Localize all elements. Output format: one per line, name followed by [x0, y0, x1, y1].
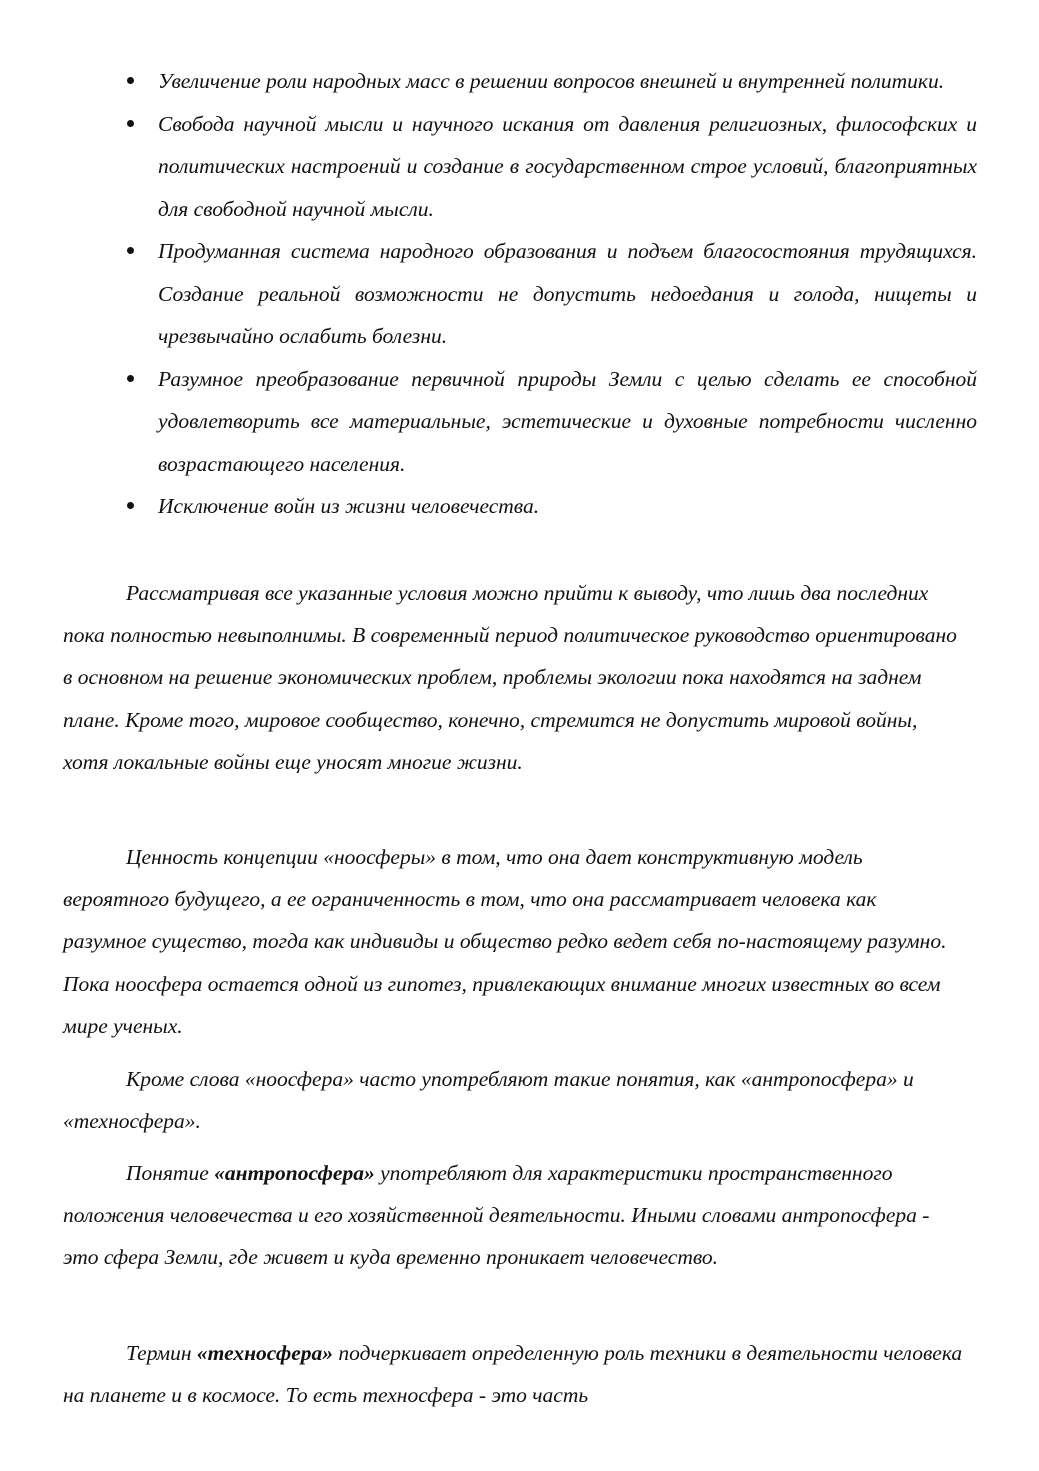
list-item [125, 485, 977, 528]
bullet-icon [127, 502, 134, 509]
paragraph-anthroposphere [63, 1152, 963, 1279]
conditions-list [125, 60, 977, 528]
list-item-text: Увеличение роли народных масс в решении вопросов внешней и внутренней политики. [158, 69, 945, 93]
paragraph-text: Понятие [126, 1161, 215, 1185]
paragraph-text: Термин [126, 1341, 197, 1365]
paragraph-conclusion: Рассматривая все указанные условия можно прийти к выводу, что лишь два последних пока полностью невыполнимы. В современный период политическое руководство ориентировано в основном на решение экономических проблем, проблемы экологии пока находятся на заднем плане. Кроме того, мировое сообщество, конечно, стремится не допустить мировой войны, хотя локальные войны еще уносят многие жизни. [63, 581, 957, 774]
list-item-text: Продуманная система народного образования и подъем благосостояния трудящихся. Создание реальной возможности не допустить недоедания и голода, нищеты и чрезвычайно ослабить болезни. [158, 239, 977, 348]
list-item-text: Разумное преобразование первичной природы Земли с целью сделать ее способной удовлетворить все материальные, эстетические и духовные потребности численно возрастающего населения. [158, 366, 977, 476]
bullet-icon [127, 120, 134, 127]
bullet-icon [127, 247, 134, 254]
paragraph-noosphere-value: Ценность концепции «ноосферы» в том, что она дает конструктивную модель вероятного будущего, а ее ограниченность в том, что она рассматривает человека как разумное существо, тогда как индивиды и общество редко ведет себя по-настоящему разумно. Пока ноосфера остается одной из гипотез, привлекающих внимание многих известных во всем мире ученых. [63, 845, 947, 1038]
term-technosphere: «техносфера» [196, 1341, 333, 1365]
bullet-icon [127, 77, 134, 84]
paragraph-text: подчеркивает определенную роль техники в деятельности человека на планете и в космосе. То есть техносфера - это часть [63, 1341, 963, 1408]
list-item [125, 60, 977, 103]
list-item-text: Исключение войн из жизни человечества. [158, 494, 540, 518]
list-item-text: Свобода научной мысли и научного искания от давления религиозных, философских и политических настроений и создание в государственном строе условий, благоприятных для свободной научной мысли. [158, 111, 977, 221]
paragraph-technosphere [63, 1332, 963, 1416]
paragraph-text: употребляют для характеристики пространственного положения человечества и его хозяйственной деятельности. Иными словами антропосфера - это сфера Земли, где живет и куда временно проникает человечество. [63, 1161, 930, 1270]
list-item [125, 358, 977, 486]
term-anthroposphere: «антропосфера» [214, 1161, 375, 1185]
paragraph-other-terms: Кроме слова «ноосфера» часто употребляют такие понятия, как «антропосфера» и «техносфера». [63, 1067, 914, 1134]
list-item [125, 230, 977, 358]
list-item [125, 103, 977, 231]
bullet-icon [127, 375, 134, 382]
